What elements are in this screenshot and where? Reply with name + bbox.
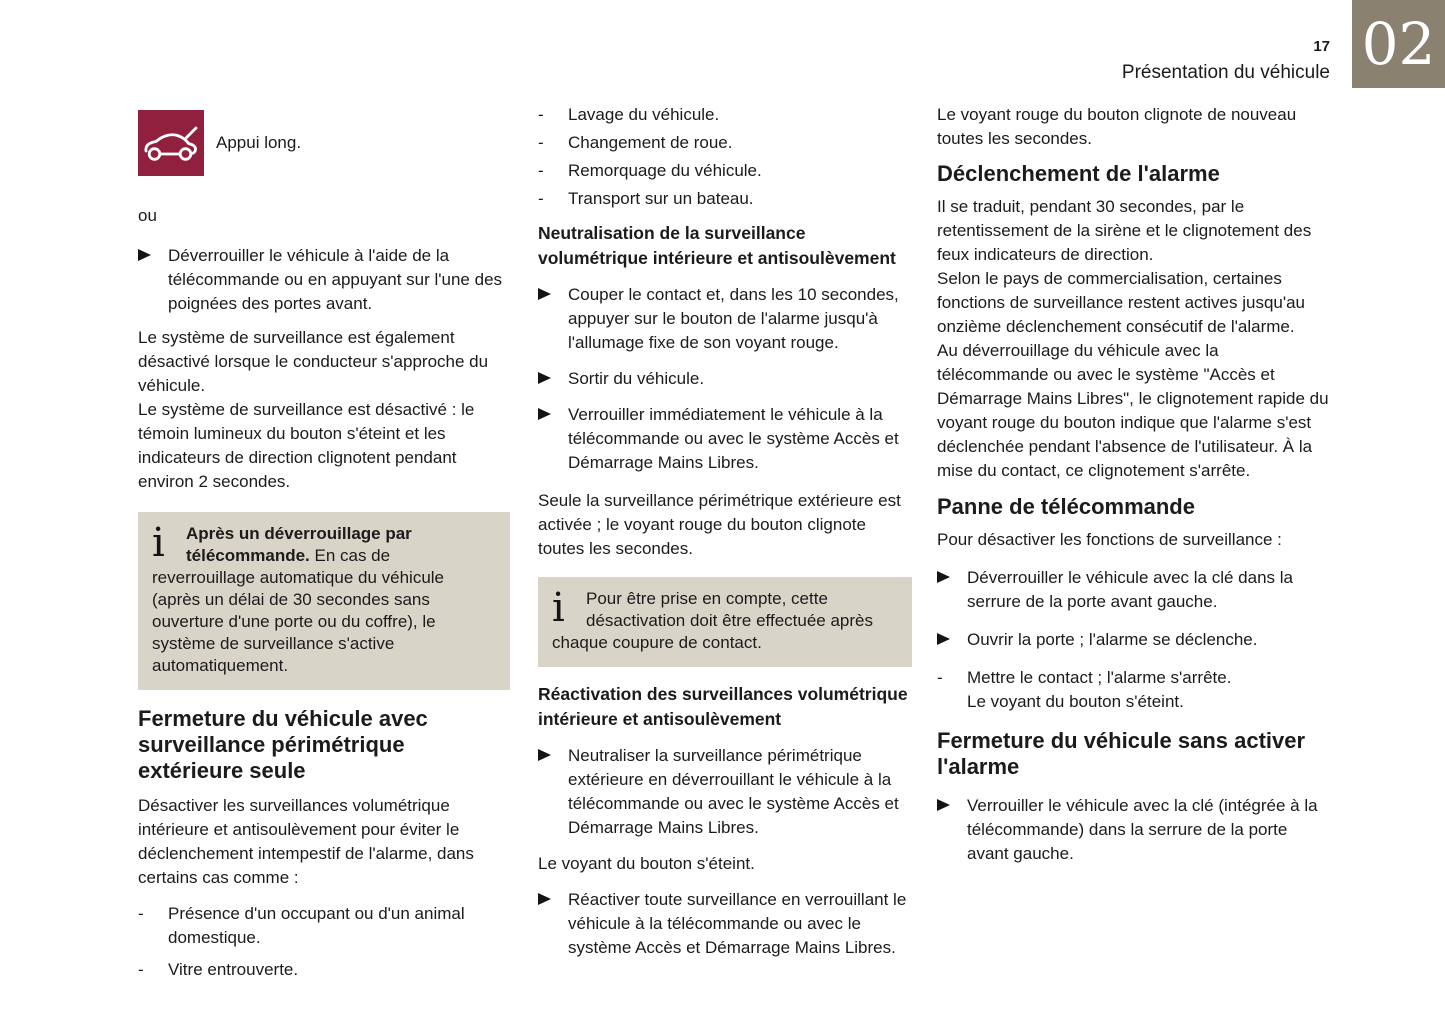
page-number: 17 bbox=[1313, 38, 1330, 55]
dash-list-item bbox=[138, 958, 510, 982]
list-item-text: Réactiver toute surveillance en verrouillant le véhicule à la télécommande ou avec le système Accès et Démarrage Mains Libres. bbox=[568, 890, 907, 957]
list-item-text: Déverrouiller le véhicule avec la clé dans la serrure de la porte avant gauche. bbox=[967, 568, 1293, 611]
list-item-text: Changement de roue. bbox=[568, 133, 733, 152]
info-box bbox=[538, 577, 912, 667]
paragraph: Selon le pays de commercialisation, certaines fonctions de surveillance restent actives jusqu'au onzième déclenchement consécutif de l'alarme. bbox=[937, 269, 1306, 336]
dash-list-item bbox=[538, 159, 912, 183]
action-list-item bbox=[538, 283, 912, 355]
paragraph: Au déverrouillage du véhicule avec la télécommande ou avec le système "Accès et Démarrage Mains Libres", le clignotement rapide du voyant rouge du bouton indique que l'alarme s'est déclenchée pendant l'absence de l'utilisateur. À la mise du contact, ce clignotement s'arrête. bbox=[937, 341, 1329, 480]
list-item-text: Verrouiller le véhicule avec la clé (intégrée à la télécommande) dans la serrure de la porte avant gauche. bbox=[967, 796, 1318, 863]
dash-list-item bbox=[937, 666, 1332, 714]
list-item-text: Le voyant du bouton s'éteint. bbox=[967, 692, 1184, 711]
subsection-heading: Réactivation des surveillances volumétrique intérieure et antisoulèvement bbox=[538, 684, 908, 729]
list-item-text: Remorquage du véhicule. bbox=[568, 161, 762, 180]
triangle-bullet-icon bbox=[538, 893, 551, 905]
or-text: ou bbox=[138, 206, 157, 225]
action-list-item bbox=[538, 888, 912, 960]
triangle-bullet-icon bbox=[538, 749, 551, 761]
paragraph: Seule la surveillance périmétrique extérieure est activée ; le voyant rouge du bouton clignote toutes les secondes. bbox=[538, 491, 901, 558]
list-item-text: Vitre entrouverte. bbox=[168, 960, 299, 979]
action-list-item bbox=[538, 744, 912, 840]
dash-bullet: - bbox=[937, 668, 943, 687]
subsection-heading: Neutralisation de la surveillance volumétrique intérieure et antisoulèvement bbox=[538, 223, 896, 268]
section-heading: Fermeture du véhicule sans activer l'alarme bbox=[937, 728, 1306, 779]
list-item-text: Mettre le contact ; l'alarme s'arrête. bbox=[967, 668, 1232, 687]
paragraph: Le système de surveillance est également désactivé lorsque le conducteur s'approche du véhicule. bbox=[138, 328, 489, 395]
list-item-text: Transport sur un bateau. bbox=[568, 189, 754, 208]
action-list-item bbox=[937, 794, 1332, 866]
paragraph: Le système de surveillance est désactivé : le témoin lumineux du bouton s'éteint et les indicateurs de direction clignotent pendant environ 2 secondes. bbox=[138, 400, 475, 491]
section-heading: Panne de télécommande bbox=[937, 494, 1195, 519]
list-item-text: Verrouiller immédiatement le véhicule à la télécommande ou avec le système Accès et Démarrage Mains Libres. bbox=[568, 405, 899, 472]
dash-bullet: - bbox=[538, 161, 544, 180]
paragraph-block bbox=[138, 326, 510, 494]
list-item-text: Couper le contact et, dans les 10 secondes, appuyer sur le bouton de l'alarme jusqu'à l'allumage fixe de son voyant rouge. bbox=[568, 285, 899, 352]
left-column bbox=[138, 110, 510, 982]
section-heading: Fermeture du véhicule avec surveillance périmétrique extérieure seule bbox=[138, 706, 428, 783]
information-icon: i bbox=[552, 585, 565, 631]
middle-column bbox=[538, 95, 912, 960]
paragraph: Pour désactiver les fonctions de surveillance : bbox=[937, 530, 1282, 549]
triangle-bullet-icon bbox=[937, 633, 950, 645]
triangle-bullet-icon bbox=[538, 288, 551, 300]
action-list-item bbox=[138, 244, 510, 316]
paragraph: Désactiver les surveillances volumétrique intérieure et antisoulèvement pour éviter le déclenchement intempestif de l'alarme, dans certains cas comme : bbox=[138, 796, 474, 887]
dash-list-item bbox=[538, 187, 912, 211]
list-item-text: Ouvrir la porte ; l'alarme se déclenche. bbox=[967, 630, 1258, 649]
info-box-text: Pour être prise en compte, cette désactivation doit être effectuée après chaque coupure de contact. bbox=[552, 589, 873, 652]
dash-bullet: - bbox=[538, 105, 544, 124]
chapter-badge bbox=[1352, 0, 1445, 88]
list-item-text: Neutraliser la surveillance périmétrique extérieure en déverrouillant le véhicule à la télécommande ou avec le système Accès et Démarrage Mains Libres. bbox=[568, 746, 899, 837]
info-box bbox=[138, 512, 510, 690]
dash-bullet: - bbox=[138, 904, 144, 923]
action-list-item bbox=[937, 566, 1332, 614]
triangle-bullet-icon bbox=[538, 408, 551, 420]
list-item-text: Déverrouiller le véhicule à l'aide de la télécommande ou en appuyant sur l'une des poignées des portes avant. bbox=[168, 246, 503, 313]
triangle-bullet-icon bbox=[138, 249, 151, 261]
list-item-text: Lavage du véhicule. bbox=[568, 105, 720, 124]
page-title: Présentation du véhicule bbox=[1121, 62, 1330, 83]
list-item-text: Sortir du véhicule. bbox=[568, 369, 705, 388]
section-heading: Déclenchement de l'alarme bbox=[937, 161, 1220, 186]
paragraph: Le voyant du bouton s'éteint. bbox=[538, 854, 755, 873]
triangle-bullet-icon bbox=[937, 571, 950, 583]
long-press-icon-row bbox=[138, 110, 510, 176]
dash-list-item bbox=[538, 103, 912, 127]
list-item-text: Présence d'un occupant ou d'un animal domestique. bbox=[168, 904, 465, 947]
info-box-lead: Après un déverrouillage par télécommande. bbox=[186, 524, 412, 565]
icon-caption: Appui long. bbox=[216, 133, 302, 152]
right-column bbox=[937, 95, 1332, 866]
paragraph: Le voyant rouge du bouton clignote de nouveau toutes les secondes. bbox=[937, 105, 1297, 148]
chapter-number: 02 bbox=[1361, 10, 1436, 78]
dash-bullet: - bbox=[138, 960, 144, 979]
paragraph-block bbox=[937, 195, 1332, 483]
paragraph: Il se traduit, pendant 30 secondes, par le retentissement de la sirène et le clignotement des feux indicateurs de direction. bbox=[937, 197, 1312, 264]
action-list-item bbox=[937, 628, 1332, 652]
dash-list-item bbox=[138, 902, 510, 950]
action-list-item bbox=[538, 403, 912, 475]
action-list-item bbox=[538, 367, 912, 391]
dash-list-item bbox=[538, 131, 912, 155]
info-box-text: En cas de reverrouillage automatique du véhicule (après un délai de 30 secondes sans ouverture d'une porte ou du coffre), le système de surveillance s'active automatiquement. bbox=[152, 546, 445, 675]
dash-bullet: - bbox=[538, 189, 544, 208]
information-icon: i bbox=[152, 520, 165, 566]
triangle-bullet-icon bbox=[538, 372, 551, 384]
car-open-boot-icon bbox=[138, 110, 204, 176]
dash-bullet: - bbox=[538, 133, 544, 152]
triangle-bullet-icon bbox=[937, 799, 950, 811]
